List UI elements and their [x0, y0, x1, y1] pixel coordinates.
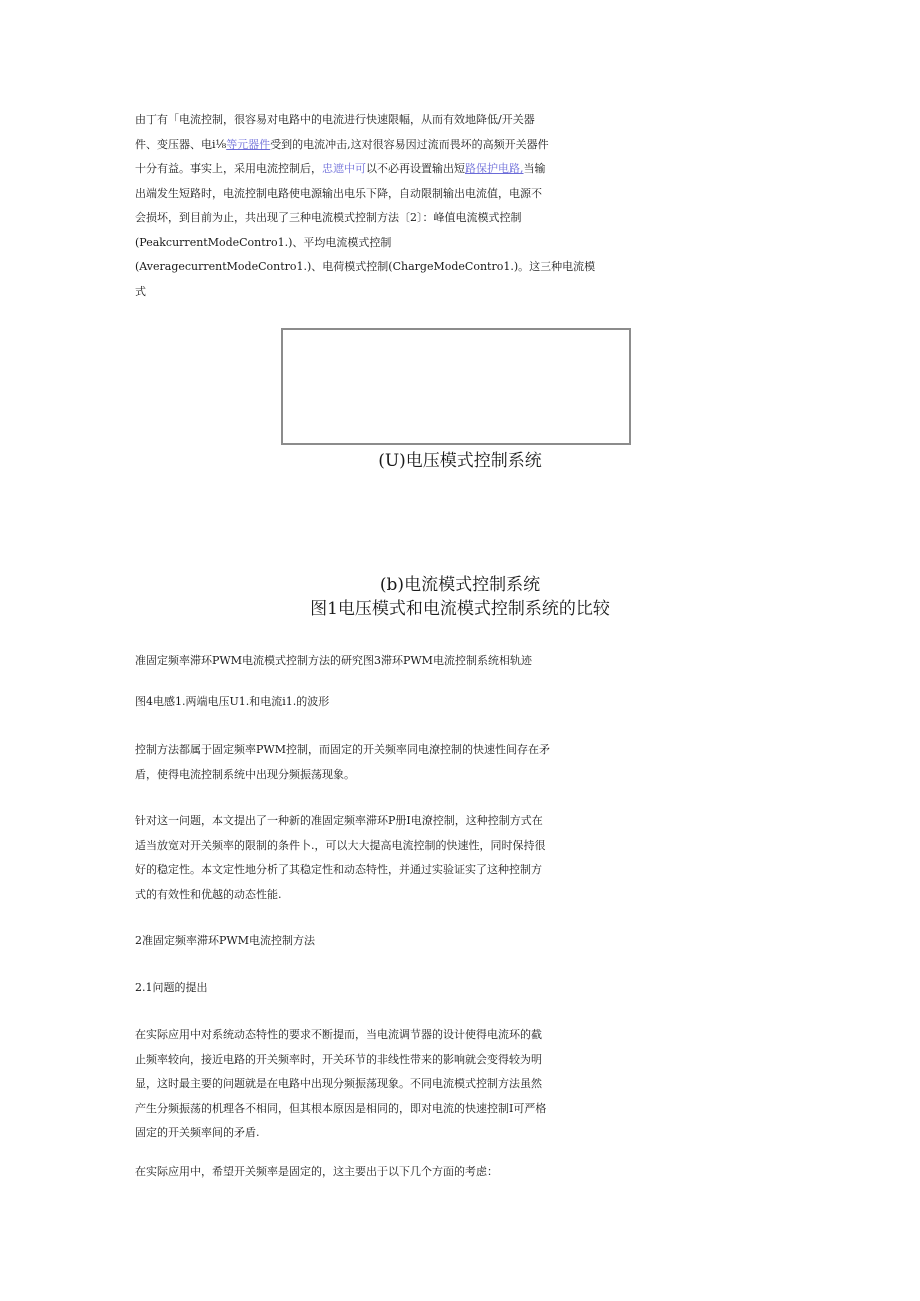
- intro-line-5: 会损坏，到目前为止，共出现了三种电流模式控制方法〔2〕：峰值电流模式控制: [135, 211, 522, 224]
- intro-line-3-text-b: 以不必再设置输出短: [366, 162, 465, 175]
- intro-line-3-text-c: 当输: [523, 162, 546, 175]
- control-method-line-1: 控制方法都属于固定频率PWM控制，而固定的开关频率同电潦控制的快速性间存在矛: [135, 743, 550, 756]
- figure-image-placeholder: [281, 328, 631, 445]
- intro-line-3-text-a: 十分有益。事实上，采用电流控制后，: [135, 162, 322, 175]
- intro-line-1: 由丁有「电流控制，很容易对电路中的电流进行快速限幅，从而有效地降低/开关器: [135, 113, 535, 126]
- inline-link-1[interactable]: 忠遮中可: [322, 162, 366, 175]
- problem-line-3: 显，这时最主要的问题就是在电路中出现分频振荡现象。不同电流模式控制方法虽然: [135, 1077, 542, 1090]
- section-2-heading: 2准固定频率滞环PWM电流控制方法: [135, 934, 315, 947]
- problem-paragraph: [135, 1023, 795, 1146]
- fixed-frequency-paragraph: 在实际应用中，希望开关频率是固定的，这主要出于以下几个方面的考虑：: [135, 1165, 498, 1178]
- proposal-line-4: 式的有效性和优越的动态性能.: [135, 887, 282, 901]
- intro-line-8: 式: [135, 284, 146, 298]
- intro-line-4: 出端发生短路时，电流控制电路使电源输出电乐下降，自动限制输出电流值，电源不: [135, 186, 542, 200]
- control-method-paragraph: [135, 738, 795, 787]
- intro-line-2: [135, 133, 795, 158]
- components-link[interactable]: 等元器件: [226, 137, 271, 151]
- proposal-line-3: 好的稳定性。本文定性地分析了其稳定性和动态特性，并通过实验证实了这种控制方: [135, 863, 542, 876]
- intro-line-6: (PeakcurrentModeContro1.)、平均电流模式控制: [135, 235, 392, 249]
- intro-line-7: (AveragecurrentModeContro1.)、电荷模式控制(ChargeModeContro1.)。这三种电流模: [135, 260, 596, 273]
- figure-caption-b: (b)电流模式控制系统: [379, 575, 541, 595]
- figure-main-caption: 图1电压模式和电流模式控制系统的比较: [310, 599, 610, 619]
- figure4-caption: 图4电感1.两端电压U1.和电流i1.的波形: [135, 695, 330, 708]
- problem-line-5: 固定的开关频率间的矛盾.: [135, 1126, 260, 1139]
- proposal-paragraph: [135, 809, 795, 907]
- intro-line-2-text-a: 件、变压器、电i⅛: [135, 137, 227, 151]
- section-2-1-heading: 2.1问题的提出: [135, 981, 208, 994]
- figure-caption-a: (U)电压模式控制系统: [378, 451, 542, 471]
- short-circuit-protection-link[interactable]: 路保护电路,: [465, 162, 524, 175]
- intro-line-3: [135, 157, 795, 182]
- problem-line-2: 止频率较向，接近电路的开关频率时，开关环节的非线性带来的影响就会变得较为明: [135, 1052, 542, 1066]
- control-method-line-2: 盾，使得电流控制系统中出现分频振荡现象。: [135, 767, 355, 781]
- section-title-line: 准固定频率滞环PWM电流模式控制方法的研究图3滞环PWM电流控制系统相轨迹: [135, 654, 532, 667]
- proposal-line-2: 适当放宽对开关频率的限制的条件卜.，可以大大提高电流控制的快速性，同时保持很: [135, 838, 546, 852]
- proposal-line-1: 针对这一问题，本文提出了一种新的准固定频率滞环P册I电潦控制，这种控制方式在: [135, 814, 543, 827]
- intro-paragraph: [135, 108, 795, 304]
- problem-line-4: 产生分频振荡的机理各不相同，但其根本原因是相同的，即对电流的快速控制I可严格: [135, 1101, 547, 1115]
- intro-line-2-text-b: 受到的电流冲击,这对很容易因过流而畏坏的高频开关器件: [270, 137, 549, 151]
- problem-line-1: 在实际应用中对系统动态特性的要求不断提而，当电流调节器的设计使得电流环的截: [135, 1028, 542, 1041]
